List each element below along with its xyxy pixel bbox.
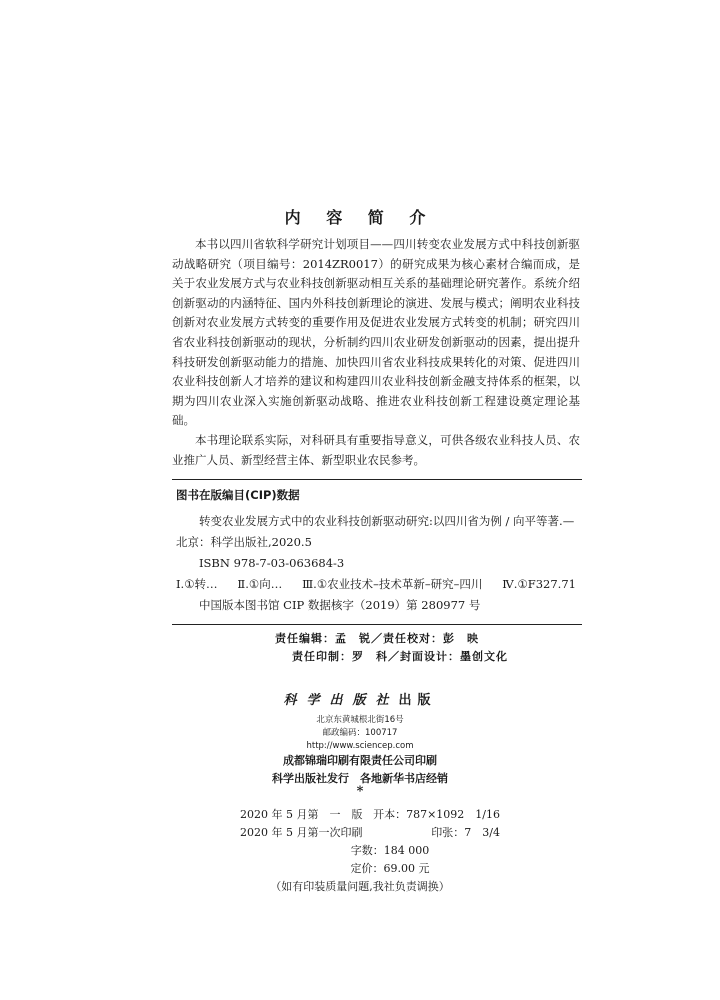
publisher-address-block: [0, 714, 720, 753]
print-date: 2020 年 5 月第一次印刷: [240, 826, 363, 839]
publisher-postcode: 邮政编码：100717: [322, 728, 398, 738]
edition-row: [240, 824, 500, 842]
price: 定价：69.00 元: [350, 862, 430, 875]
print-sheets: 印张：7 3/4: [431, 826, 500, 839]
credits: [0, 630, 720, 666]
credits-editor-line: 责任编辑：孟 锐／责任校对：彭 映: [275, 632, 479, 645]
printing-block: [0, 752, 720, 788]
summary-paragraph: 本书理论联系实际，对科研具有重要指导意义，可供各级农业科技人员、农业推广人员、新型经营主体、新型职业农民参考。: [172, 432, 580, 467]
summary-body: [172, 235, 580, 470]
cip-isbn: ISBN 978-7-03-063684-3: [199, 556, 345, 570]
edition-date: 2020 年 5 月第 一 版: [240, 808, 363, 821]
cip-heading: 图书在版编目(CIP)数据: [176, 488, 300, 502]
publisher-line: [0, 689, 720, 708]
publisher-suffix: 出版: [398, 693, 437, 708]
cip-class-item: Ⅰ.①转…: [176, 577, 218, 591]
publisher-address: 北京东黄城根北街16号: [316, 715, 404, 725]
publisher-logo: 科学出版社: [283, 693, 399, 708]
cip-classification: [176, 574, 580, 595]
cip-class-item: Ⅱ.①向…: [237, 577, 283, 591]
publisher-url: http://www.sciencep.com: [306, 741, 414, 751]
distributor: 科学出版社发行 各地新华书店经销: [272, 772, 448, 785]
cip-text: [176, 511, 580, 616]
quality-note: （如有印装质量问题,我社负责调换）: [270, 880, 450, 893]
cip-check-number: 中国版本图书馆 CIP 数据核字（2019）第 280977 号: [199, 598, 481, 612]
book-format: 开本：787×1092 1/16: [373, 808, 500, 821]
summary-title: 内 容 简 介: [284, 208, 436, 227]
separator-star: *: [356, 784, 364, 799]
printer-name: 成都锦瑞印刷有限责任公司印刷: [283, 754, 437, 767]
word-count: 字数：184 000: [350, 844, 430, 857]
cip-class-item: Ⅲ.①农业技术–技术革新–研究–四川: [302, 577, 483, 591]
credits-print-line: 责任印制：罗 科／封面设计：墨创文化: [292, 650, 508, 663]
edition-block: [240, 806, 500, 878]
cip-data-box: [172, 479, 582, 625]
summary-paragraph: 本书以四川省软科学研究计划项目——四川转变农业发展方式中科技创新驱动战略研究（项目编号：2014ZR0017）的研究成果为核心素材合编而成，是关于农业发展方式与农业科技创新驱动相互关系的基础理论研究著作。系统介绍创新驱动的内涵特征、国内外科技创新理论的演进、发展与模式；阐明农业科技创新对农业发展方式转变的重要作用及促进农业发展方式转变的机制；研究四川省农业科技创新驱动的现状，分析制约四川农业研发创新驱动的因素，提出提升科技研发创新驱动能力的措施、加快四川省农业科技成果转化的对策、促进四川农业科技创新人才培养的建议和构建四川农业科技创新金融支持体系的框架，以期为四川农业深入实施创新驱动战略、推进农业科技创新工程建设奠定理论基础。: [172, 237, 580, 428]
edition-row: [240, 806, 500, 824]
cip-class-item: Ⅳ.①F327.71: [502, 577, 576, 591]
cip-title-line: 转变农业发展方式中的农业科技创新驱动研究:以四川省为例 / 向平等著.—北京：科学出版社,2020.5: [176, 514, 575, 549]
